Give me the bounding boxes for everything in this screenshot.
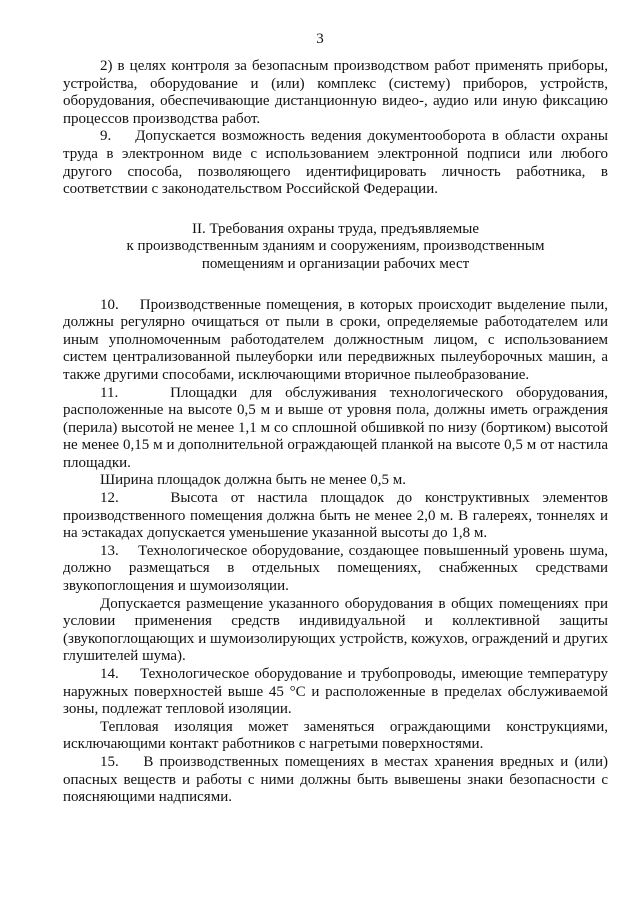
page-number: 3 xyxy=(316,31,324,47)
document-body xyxy=(63,58,608,807)
paragraph-11-platform-width: Ширина площадок должна быть не менее 0,5 м. xyxy=(100,472,407,489)
section-heading xyxy=(63,221,608,274)
paragraph-10: 10. Производственные помещения, в которых происходит выделение пыли, должны регулярно очищаться от пыли в сроки, определяемые работодателем или иным уполномоченным работодателем должностным лицом, с использованием систем централизованной пылеуборки или передвижных пылеуборочных машин, а также другими способами, исключающими вторичное пылеобразование. xyxy=(63,296,608,383)
section-heading-line-2: к производственным зданиям и сооружениям, производственным xyxy=(126,238,545,255)
paragraph-14: 14. Технологическое оборудование и трубопроводы, имеющие температуру наружных поверхностей выше 45 °С и расположенные в пределах обслуживаемой зоны, подлежат тепловой изоляции. xyxy=(63,666,608,718)
paragraph-12: 12. Высота от настила площадок до конструктивных элементов производственного помещения должна быть не менее 2,0 м. В галереях, тоннелях и на эстакадах допускается уменьшение указанной высоты до 1,8 м. xyxy=(63,490,608,542)
paragraph-15: 15. В производственных помещениях в местах хранения вредных и (или) опасных веществ и работы с ними должны быть вывешены знаки безопасности с поясняющими надписями. xyxy=(63,753,608,806)
paragraph-13: 13. Технологическое оборудование, создающее повышенный уровень шума, должно размещаться в отдельных помещениях, снабженных средствами звукопоглощения и шумоизоляции. xyxy=(63,542,608,595)
section-heading-line-1: II. Требования охраны труда, предъявляемые xyxy=(191,220,480,237)
paragraph-14-insulation: Тепловая изоляция может заменяться ограждающими конструкциями, исключающими контакт работников с нагретыми поверхностями. xyxy=(63,718,608,753)
section-heading-line-3: помещениям и организации рабочих мест xyxy=(201,255,470,272)
paragraph-9: 9. Допускается возможность ведения документооборота в области охраны труда в электронном виде с использованием электронной подписи или любого другого способа, позволяющего идентифицировать личность работника, в соответствии с законодательством Российской Федерации. xyxy=(63,128,608,198)
paragraph-13-placement: Допускается размещение указанного оборудования в общих помещениях при условии применения средств индивидуальной и коллективной защиты (звукопоглощающих и шумоизолирующих устройств, кожухов, ограждений и других глушителей шума). xyxy=(63,595,608,665)
paragraph-item-2: 2) в целях контроля за безопасным производством работ применять приборы, устройства, оборудование и (или) комплекс (систему) приборов, устройств, оборудования, обеспечивающие дистанционную видео-, аудио или иную фиксацию процессов производства работ. xyxy=(63,58,608,127)
paragraph-11: 11. Площадки для обслуживания технологического оборудования, расположенные на высоте 0,5 м и выше от уровня пола, должны иметь ограждения (перила) высотой не менее 1,1 м со сплошной обшивкой по низу (бортиком) высотой не менее 0,15 м и дополнительной ограждающей планкой на высоте 0,5 м от настила площадки. xyxy=(63,384,608,471)
